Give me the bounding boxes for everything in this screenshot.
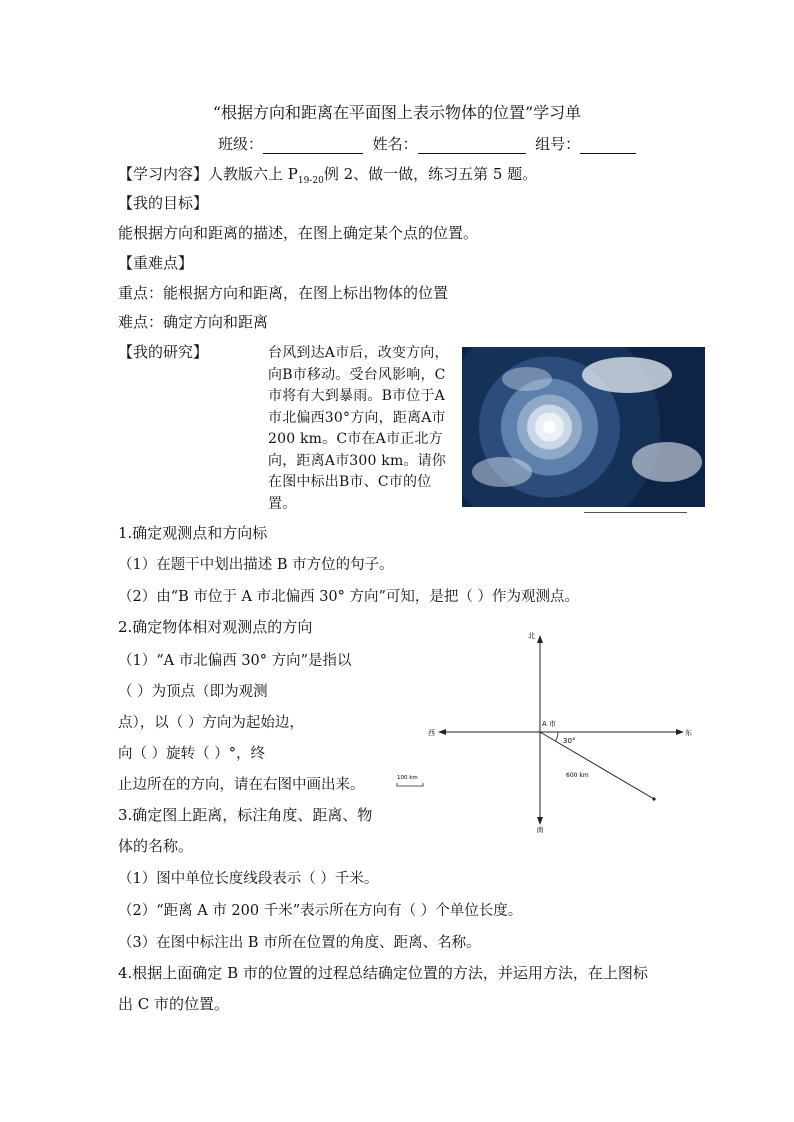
section3-q3: （3）在图中标注出 B 市所在位置的角度、距离、名称。 (118, 935, 481, 951)
scale-bar (397, 783, 423, 786)
origin-label: A 市 (542, 720, 557, 728)
goal-text: 能根据方向和距离的描述，在图上确定某个点的位置。 (118, 224, 479, 242)
goal-heading: 【我的目标】 (118, 194, 209, 212)
east-label: 东 (685, 729, 692, 737)
section2-line5: 止边所在的方向，请在右图中画出来。 (118, 777, 365, 793)
angle-arc (556, 732, 559, 741)
typhoon-satellite-image (462, 347, 705, 507)
section2-line3: 点），以（ ）方向为起始边， (118, 715, 304, 731)
difficult-point-text: 难点：确定方向和距离 (118, 313, 269, 331)
section2-line1: （1）“A 市北偏西 30° 方向”是指以 (118, 653, 352, 669)
section2-title: 2.确定物体相对观测点的方向 (118, 618, 313, 636)
research-heading: 【我的研究】 (118, 343, 209, 361)
section3-title-line1: 3.确定图上距离，标注角度、距离、物 (118, 806, 373, 824)
distance-label: 600 km (566, 772, 589, 779)
image-caption-rule (584, 512, 687, 513)
section2-line4: 向（ ）旋转（ ）°，终 (118, 746, 265, 762)
name-blank (418, 137, 526, 154)
section1-q2: （2）由“B 市位于 A 市北偏西 30° 方向”可知，是把（ ）作为观测点。 (118, 589, 580, 605)
research-problem: 台风到达A市后，改变方向，向B市移动。受台风影响，C市将有大到暴雨。B市位于A市北偏西30°方向，距离A市200 km。C市在A市正北方向，距离A市300 km。请你在图中标出B市、C市的位置。 (268, 345, 449, 512)
study-content-text: 人教版六上 P (208, 165, 298, 183)
angle-label: 30° (563, 737, 576, 745)
section4-line1: 4.根据上面确定 B 市的位置的过程总结确定位置的方法，并运用方法，在上图标 (118, 964, 648, 982)
west-arrow (438, 729, 446, 735)
study-content-line (118, 163, 537, 186)
class-label: 班级： (218, 135, 264, 153)
south-arrow (537, 817, 543, 825)
north-arrow (537, 635, 543, 643)
scale-label: 100 km (397, 775, 418, 781)
section3-q2: （2）“距离 A 市 200 千米”表示所在方向有（ ）个单位长度。 (118, 903, 523, 919)
direction-diagram (395, 625, 700, 835)
class-blank (263, 137, 363, 154)
study-content-text-after: 例 2、做一做，练习五第 5 题。 (323, 165, 538, 183)
section4-line2: 出 C 市的位置。 (118, 995, 230, 1013)
east-arrow (676, 729, 684, 735)
section3-q1: （1）图中单位长度线段表示（ ）千米。 (118, 871, 379, 887)
north-label: 北 (528, 632, 535, 640)
section1-title: 1.确定观测点和方向标 (118, 524, 268, 542)
group-label: 组号： (535, 135, 581, 153)
student-info-row (218, 133, 636, 154)
west-label: 西 (428, 729, 435, 737)
page-title: “根据方向和距离在平面图上表示物体的位置”学习单 (212, 103, 582, 122)
study-content-pages: 19-20 (297, 176, 324, 186)
direction-ray (540, 732, 654, 799)
group-blank (580, 137, 636, 154)
key-points-heading: 【重难点】 (118, 254, 194, 272)
key-point-text: 重点：能根据方向和距离，在图上标出物体的位置 (118, 284, 449, 302)
section1-q1: （1）在题干中划出描述 B 市方位的句子。 (118, 557, 394, 573)
study-content-heading: 【学习内容】 (118, 165, 209, 183)
section2-line2: （ ）为顶点（即为观测 (118, 684, 268, 700)
name-label: 姓名： (372, 135, 418, 153)
ray-end-point (652, 797, 655, 800)
south-label: 南 (536, 826, 544, 834)
section3-title-line2: 体的名称。 (118, 837, 194, 855)
